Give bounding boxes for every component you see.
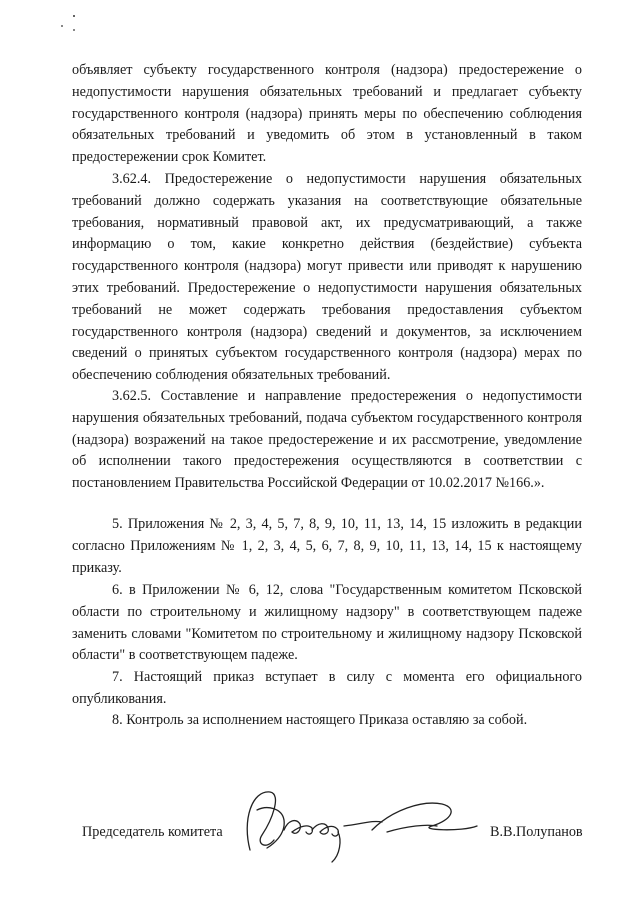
paragraph-3-62-4: 3.62.4. Предостережение о недопустимости нарушения обязательных требований должно содержать указания на соответствующие обязательные требования, нормативный правовой акт, их предусматривающий, а также информацию о том, какие конкретно действия (бездействие) субъекта государственного контроля (надзора) могут привести или приводят к нарушению этих требований. Предостережение о недопустимости нарушения обязательных требований не может содержать требования предоставления субъектом государственного контроля (надзора) сведений и документов, за исключением сведений о принятых субъектом государственного контроля (надзора) мерах по обеспечению соблюдения обязательных требований. [72, 171, 582, 384]
signature-block [72, 818, 592, 858]
paragraph-3-62-5: 3.62.5. Составление и направление предостережения о недопустимости нарушения обязательных требований, подача субъектом государственного контроля (надзора) возражений на такое предостережение и их рассмотрение, уведомление об исполнении такого предостережения осуществляются в соответствии с постановлением Правительства Российской Федерации от 10.02.2017 №166.». [72, 388, 582, 492]
paragraph-continuation: объявляет субъекту государственного контроля (надзора) предостережение о недопустимости нарушения обязательных требований и предлагает субъекту государственного контроля (надзора) принять меры по обеспечению соблюдения обязательных требований и уведомить об этом в установленный в таком предостережении срок Комитет. [72, 62, 582, 166]
scan-marks-icon [58, 10, 88, 40]
paragraph-item-7: 7. Настоящий приказ вступает в силу с момента его официального опубликования. [72, 669, 582, 707]
signatory-title: Председатель комитета [82, 824, 223, 840]
paragraph-item-8: 8. Контроль за исполнением настоящего Приказа оставляю за собой. [112, 712, 528, 728]
paragraph-item-5: 5. Приложения № 2, 3, 4, 5, 7, 8, 9, 10, 11, 13, 14, 15 изложить в редакции согласно Приложениям № 1, 2, 3, 4, 5, 6, 7, 8, 9, 10, 11, 13, 14, 15 к настоящему приказу. [72, 516, 582, 576]
paragraph-item-6: 6. в Приложении № 6, 12, слова "Государственным комитетом Псковской области по строительному и жилищному надзору" в соответствующем падеже заменить словами "Комитетом по строительному и жилищному надзору Псковской области" в соответствующем падеже. [72, 582, 582, 664]
signatory-name: В.В.Полупанов [490, 824, 583, 840]
handwritten-signature-icon [222, 780, 482, 870]
